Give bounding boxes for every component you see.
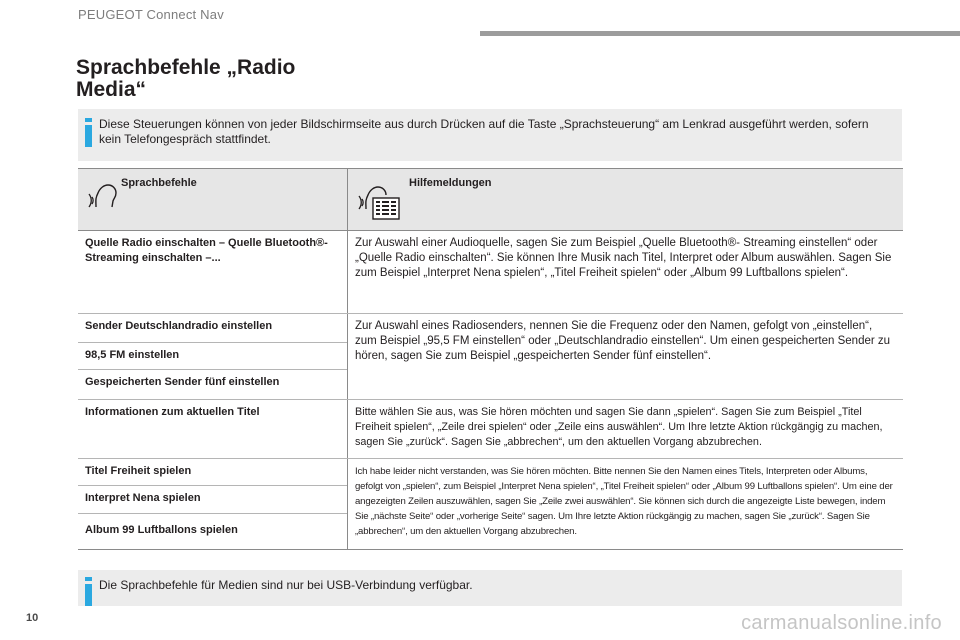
voice-command: Interpret Nena spielen [78,486,347,514]
help-message: Zur Auswahl einer Audioquelle, sagen Sie zum Beispiel „Quelle Bluetooth®- Streaming einstellen“ oder „Quelle Radio einschalten“. Sie können Ihre Musik nach Titel, Interpret oder Album auswählen. Sagen Sie zum Beispiel „Interpret Nena spielen“, „Titel Freiheit spielen“ oder „Album 99 Luftballons spielen“. [355,237,892,279]
voice-command: Informationen zum aktuellen Titel [85,406,260,418]
running-head: PEUGEOT Connect Nav [78,7,224,22]
table-header [78,169,903,231]
watermark: carmanualsonline.info [741,612,942,634]
voice-command: Quelle Radio einschalten – Quelle Bluetooth®- Streaming einschalten –... [85,237,328,264]
bottom-info-note-text: Die Sprachbefehle für Medien sind nur bei USB-Verbindung verfügbar. [99,578,473,592]
header-rule [480,31,960,36]
help-message: Bitte wählen Sie aus, was Sie hören möchten und sagen Sie dann „spielen“. Sagen Sie zum Beispiel „Titel Freiheit spielen“, „Zeile drei spielen“ oder „Zeile eins auswählen“. Um Ihre letzte Aktion rückgängig zu machen, sagen Sie „zurück“. Sagen Sie „abbrechen“, um den aktuellen Vorgang abzubrechen. [355,406,883,448]
top-info-note-text: Diese Steuerungen können von jeder Bildschirmseite aus durch Drücken auf die Taste „Sprachsteuerung“ am Lenkrad ausgeführt werden, sofern kein Telefongespräch stattfindet. [99,117,869,146]
voice-help-screen-icon [356,179,402,228]
page-title-line-1: Sprachbefehle „Radio [76,56,296,79]
page-title-line-2: Media“ [76,78,147,101]
voice-command: Gespeicherten Sender fünf einstellen [85,376,280,388]
voice-command-icon [86,179,118,216]
help-message: Zur Auswahl eines Radiosenders, nennen Sie die Frequenz oder den Namen, gefolgt von „einstellen“, zum Beispiel „95,5 FM einstellen“ oder „Deutschlandradio einstellen“. Um einen gespeicherten Sender zu hören, sagen Sie zum Beispiel „gespeicherten Sender fünf einstellen“. [355,320,891,362]
voice-command: Titel Freiheit spielen [78,459,347,486]
column-header-help-label: Hilfemeldungen [409,177,492,189]
top-info-note [78,109,902,161]
voice-command: Sender Deutschlandradio einstellen [78,314,347,343]
page-title [76,57,295,101]
column-header-help [348,169,903,231]
voice-command: 98,5 FM einstellen [78,343,347,370]
table-row [78,314,903,400]
table-row [78,400,903,459]
page-number: 10 [26,612,39,624]
table-row [78,459,903,549]
column-header-commands [78,169,348,231]
help-message: Ich habe leider nicht verstanden, was Sie hören möchten. Bitte nennen Sie den Namen eines Titels, Interpreten oder Albums, gefolgt von „spielen“, zum Beispiel „Interpret Nena spielen“, „Titel Freiheit spielen“ oder „Album 99 Luftballons spielen“. Um eine der angezeigten Zeilen auszuwählen, sagen Sie „Zeile zwei auswählen“. Sie können sich durch die angezeigte Liste bewegen, indem Sie „nächste Seite“ oder „vorherige Seite“ sagen. Um Ihre letzte Aktion rückgängig zu machen, sagen Sie „zurück“. Sagen Sie „abbrechen“, um den aktuellen Vorgang abzubrechen. [355,466,893,537]
column-header-commands-label: Sprachbefehle [121,177,197,189]
voice-command: Album 99 Luftballons spielen [85,524,238,536]
bottom-info-note [78,570,902,606]
voice-command-table [78,168,903,550]
table-row [78,231,903,314]
